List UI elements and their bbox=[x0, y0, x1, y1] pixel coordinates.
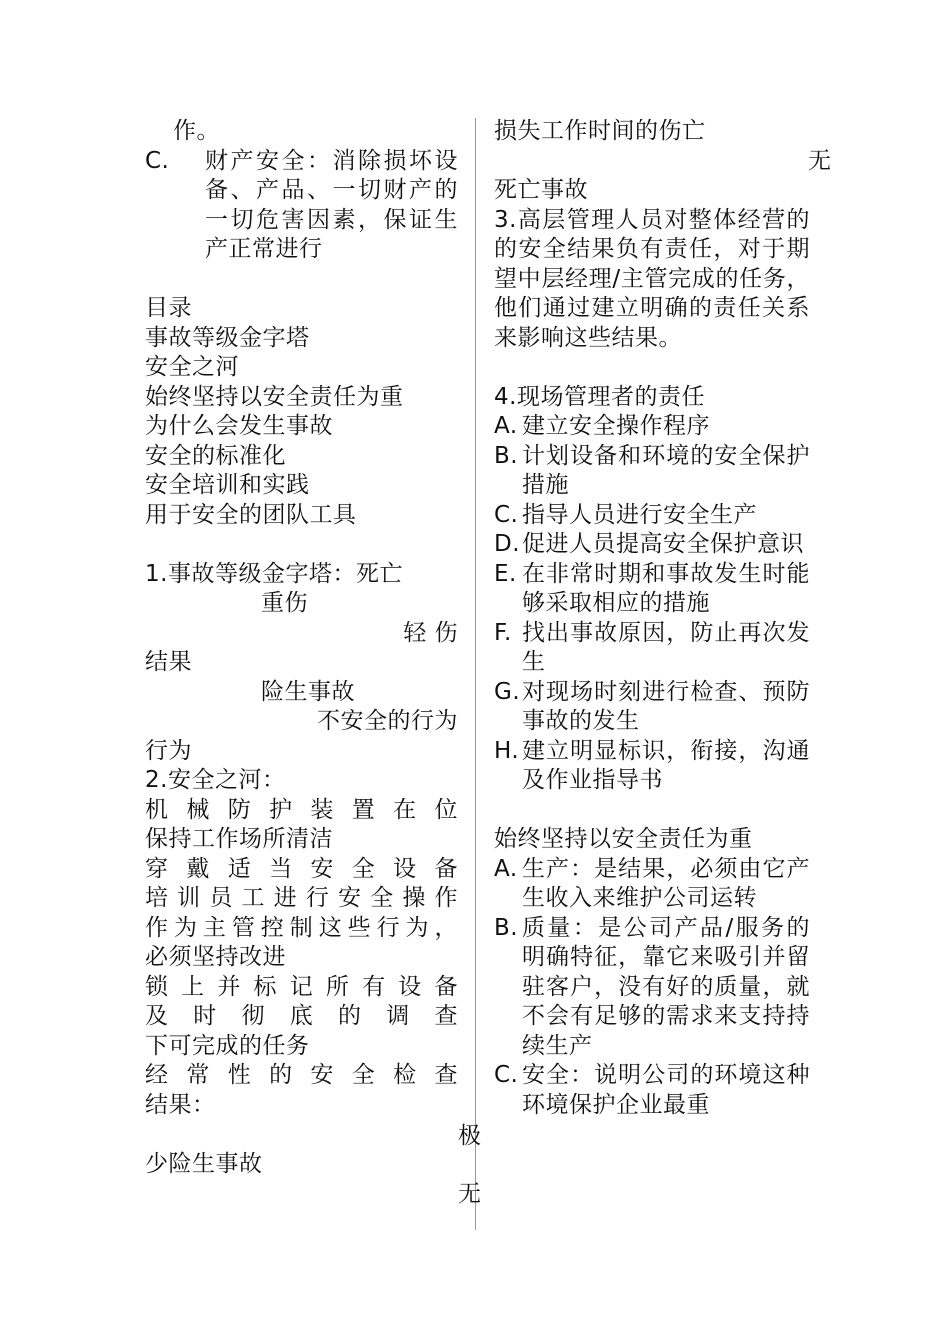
text-line: 培训员工进行安全操作 bbox=[145, 885, 458, 911]
item-text: 财产安全：消除损坏设备、产品、一切财产的一切危害因素，保证生产正常进行 bbox=[205, 147, 458, 262]
list-item bbox=[494, 560, 810, 619]
item-text: 建立安全操作程序 bbox=[522, 413, 710, 439]
section-heading: 1.事故等级金字塔：死亡 bbox=[145, 560, 403, 587]
text-line: 行为 bbox=[145, 737, 192, 764]
item-label: H. bbox=[494, 737, 520, 764]
list-item bbox=[494, 501, 810, 531]
item-label: B. bbox=[494, 442, 519, 469]
text-line: 锁 上 并 标 记 所 有 设 备 bbox=[145, 973, 458, 1000]
item-label: E. bbox=[494, 560, 517, 587]
list-item bbox=[494, 737, 810, 796]
toc-entry: 为什么会发生事故 bbox=[145, 413, 333, 439]
text-fragment: 极 bbox=[458, 1123, 481, 1149]
column-divider bbox=[475, 118, 476, 1230]
toc-entry: 安全培训和实践 bbox=[145, 472, 310, 498]
list-item bbox=[494, 442, 810, 501]
item-label: D. bbox=[494, 531, 521, 557]
item-text: 指导人员进行安全生产 bbox=[522, 501, 757, 528]
left-column bbox=[145, 117, 458, 1179]
item-label: G. bbox=[494, 678, 521, 705]
text-line: 险生事故 bbox=[261, 678, 355, 705]
toc-entry: 始终坚持以安全责任为重 bbox=[145, 383, 404, 410]
text-line: 经 常 性 的 安 全 检 查 bbox=[145, 1062, 458, 1088]
item-text: 建立明显标识，衔接，沟通及作业指导书 bbox=[522, 737, 810, 793]
text-line: 必须坚持改进 bbox=[145, 944, 286, 970]
toc-entry: 事故等级金字塔 bbox=[145, 324, 310, 351]
text-line: 结果： bbox=[145, 1091, 216, 1118]
text-line: 作。 bbox=[173, 118, 220, 144]
text-fragment: 无 bbox=[808, 147, 832, 174]
text-line: 少险生事故 bbox=[145, 1150, 263, 1177]
paragraph: 3.高层管理人员对整体经营的的安全结果负有责任，对于期望中层经理/主管完成的任务，他们通过建立明确的责任关系来影响这些结果。 bbox=[494, 206, 810, 351]
priority-list bbox=[494, 855, 810, 1121]
item-text: 在非常时期和事故发生时能够采取相应的措施 bbox=[522, 560, 810, 616]
section-heading: 始终坚持以安全责任为重 bbox=[494, 826, 753, 852]
text-line: 不安全的行为 bbox=[317, 708, 458, 734]
item-text: 质量：是公司产品/服务的明确特征，靠它来吸引并留驻客户，没有好的质量，就不会有足够的需求来支持持续生产 bbox=[522, 914, 810, 1059]
text-line: 重伤 bbox=[261, 590, 308, 616]
section-heading: 4.现场管理者的责任 bbox=[494, 383, 705, 410]
text-line: 穿 戴 适 当 安 全 设 备 bbox=[145, 855, 458, 882]
item-label: B. bbox=[494, 914, 519, 941]
item-label: C. bbox=[494, 1062, 519, 1088]
list-item bbox=[494, 412, 810, 442]
text-line: 及 时 彻 底 的 调 查 bbox=[145, 1003, 458, 1029]
item-text: 安全：说明公司的环境这种环境保护企业最重 bbox=[522, 1062, 810, 1118]
item-label: C. bbox=[145, 147, 170, 174]
item-label: C. bbox=[494, 501, 519, 528]
toc-entry: 安全的标准化 bbox=[145, 442, 286, 469]
list-item bbox=[145, 147, 458, 265]
text-line: 下可完成的任务 bbox=[145, 1032, 310, 1059]
item-text: 计划设备和环境的安全保护措施 bbox=[522, 442, 810, 498]
list-item bbox=[494, 678, 810, 737]
text-line: 作为主管控制这些行为， bbox=[145, 914, 458, 941]
text-fragment: 无 bbox=[458, 1181, 481, 1207]
text-line: 轻 伤 bbox=[403, 619, 458, 646]
item-label: F. bbox=[494, 619, 512, 646]
toc-entry: 用于安全的团队工具 bbox=[145, 501, 357, 528]
text-line bbox=[494, 147, 832, 177]
right-column bbox=[494, 117, 832, 1120]
list-item bbox=[494, 914, 810, 1062]
list-item bbox=[494, 855, 810, 914]
item-text: 促进人员提高安全保护意识 bbox=[522, 531, 804, 557]
text-line: 保持工作场所清洁 bbox=[145, 826, 333, 852]
item-text: 找出事故原因，防止再次发生 bbox=[522, 619, 810, 675]
text-line: 结果 bbox=[145, 649, 192, 675]
toc-title: 目录 bbox=[145, 295, 192, 321]
item-text: 对现场时刻进行检查、预防事故的发生 bbox=[522, 678, 810, 734]
text-line: 死亡事故 bbox=[494, 177, 588, 203]
text-line: 机 械 防 护 装 置 在 位 bbox=[145, 796, 458, 823]
list-item bbox=[494, 1061, 810, 1120]
item-label: A. bbox=[494, 413, 518, 439]
list-item bbox=[494, 619, 810, 678]
item-label: A. bbox=[494, 855, 518, 882]
responsibility-list bbox=[494, 412, 810, 796]
toc-entry: 安全之河 bbox=[145, 354, 239, 380]
text-line: 损失工作时间的伤亡 bbox=[494, 118, 706, 144]
section-heading: 2.安全之河： bbox=[145, 767, 286, 793]
list-item bbox=[494, 530, 810, 560]
item-text: 生产：是结果，必须由它产生收入来维护公司运转 bbox=[522, 855, 810, 911]
